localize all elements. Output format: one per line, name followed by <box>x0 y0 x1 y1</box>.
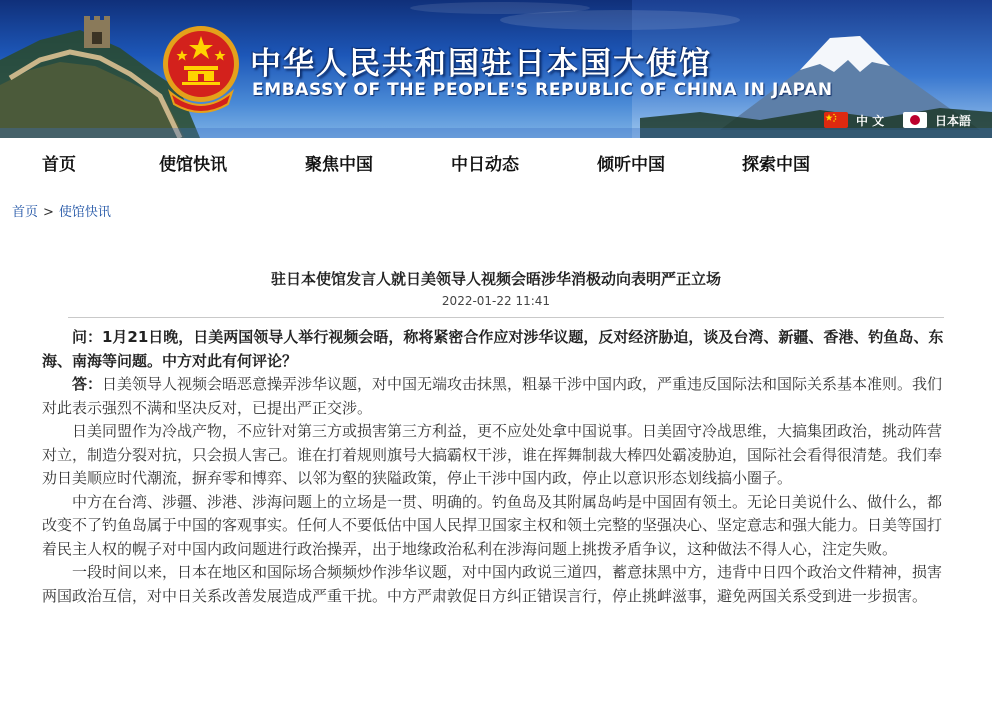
article-paragraph: 日美同盟作为冷战产物，不应针对第三方或损害第三方利益，更不应处处拿中国说事。日美固守冷战思维，大搞集团政治，挑动阵营对立，制造分裂对抗，只会损人害己。谁在打着规则旗号大搞霸权干涉，谁在挥舞制裁大棒四处霸凌胁迫，国际社会看得很清楚。我们奉劝日美顺应时代潮流，摒弃零和博弈、以邻为壑的狭隘政策，停止干涉中国内政，停止以意识形态划线搞小圈子。 <box>42 422 943 487</box>
nav-item-focus-china[interactable]: 聚焦中国 <box>305 155 373 175</box>
article-question: 问：1月21日晚，日美两国领导人举行视频会晤，称将紧密合作应对涉华议题，反对经济胁迫，谈及台湾、新疆、香港、钓鱼岛、东海、南海等问题。中方对此有何评论？ <box>42 328 944 370</box>
header-banner <box>0 0 992 138</box>
main-nav <box>0 138 992 186</box>
article-paragraph: 中方在台湾、涉疆、涉港、涉海问题上的立场是一贯、明确的。钓鱼岛及其附属岛屿是中国固有领土。无论日美说什么、做什么，都改变不了钓鱼岛属于中国的客观事实。任何人不要低估中国人民捍卫国家主权和领土完整的坚强决心、坚定意志和强大能力。日美等国打着民主人权的幌子对中国内政问题进行政治操弄，出于地缘政治私利在涉海问题上挑拨矛盾争议，这种做法不得人心，注定失败。 <box>42 492 943 558</box>
nav-item-china-japan-news[interactable]: 中日动态 <box>451 155 519 175</box>
site-title-english: EMBASSY OF THE PEOPLE'S REPUBLIC OF CHINA IN JAPAN <box>252 80 833 100</box>
breadcrumb <box>12 201 111 220</box>
answer-text: 日美领导人视频会晤恶意操弄涉华议题，对中国无端攻击抹黑，粗暴干涉中国内政，严重违反国际法和国际关系基本准则。我们对此表示强烈不满和坚决反对，已提出严正交涉。 <box>42 375 943 417</box>
nav-item-explore-china[interactable]: 探索中国 <box>742 155 810 175</box>
article-date: 2022-01-22 11:41 <box>441 294 551 308</box>
nav-item-listen-china[interactable]: 倾听中国 <box>597 155 665 175</box>
article-answer <box>42 373 946 420</box>
article-body <box>42 326 946 608</box>
breadcrumb-current-link[interactable]: 使馆快讯 <box>58 205 111 220</box>
language-chinese-label: 中 文 <box>856 113 885 128</box>
article-paragraph: 一段时间以来，日本在地区和国际场合频频炒作涉华议题，对中国内政说三道四，蓄意抹黑中方，违背中日四个政治文件精神，损害两国政治互信，对中日关系改善发展造成严重干扰。中方严肃敦促日方纠正错误言行，停止挑衅滋事，避免两国关系受到进一步损害。 <box>42 563 943 605</box>
answer-label: 答： <box>72 375 103 393</box>
nav-item-embassy-news[interactable]: 使馆快讯 <box>159 155 227 175</box>
breadcrumb-separator: > <box>43 205 54 220</box>
language-chinese-link[interactable] <box>824 110 884 130</box>
national-emblem-icon <box>160 22 242 114</box>
site-title-chinese: 中华人民共和国驻日本国大使馆 <box>250 46 712 82</box>
language-japanese-label: 日本語 <box>935 113 972 128</box>
japan-flag-icon <box>903 112 927 128</box>
language-japanese-link[interactable] <box>903 110 971 130</box>
china-flag-icon <box>824 112 848 128</box>
nav-item-home[interactable]: 首页 <box>42 155 76 175</box>
title-divider <box>68 317 944 318</box>
article-title: 驻日本使馆发言人就日美领导人视频会晤涉华消极动向表明严正立场 <box>270 270 721 288</box>
breadcrumb-home-link[interactable]: 首页 <box>12 205 39 220</box>
